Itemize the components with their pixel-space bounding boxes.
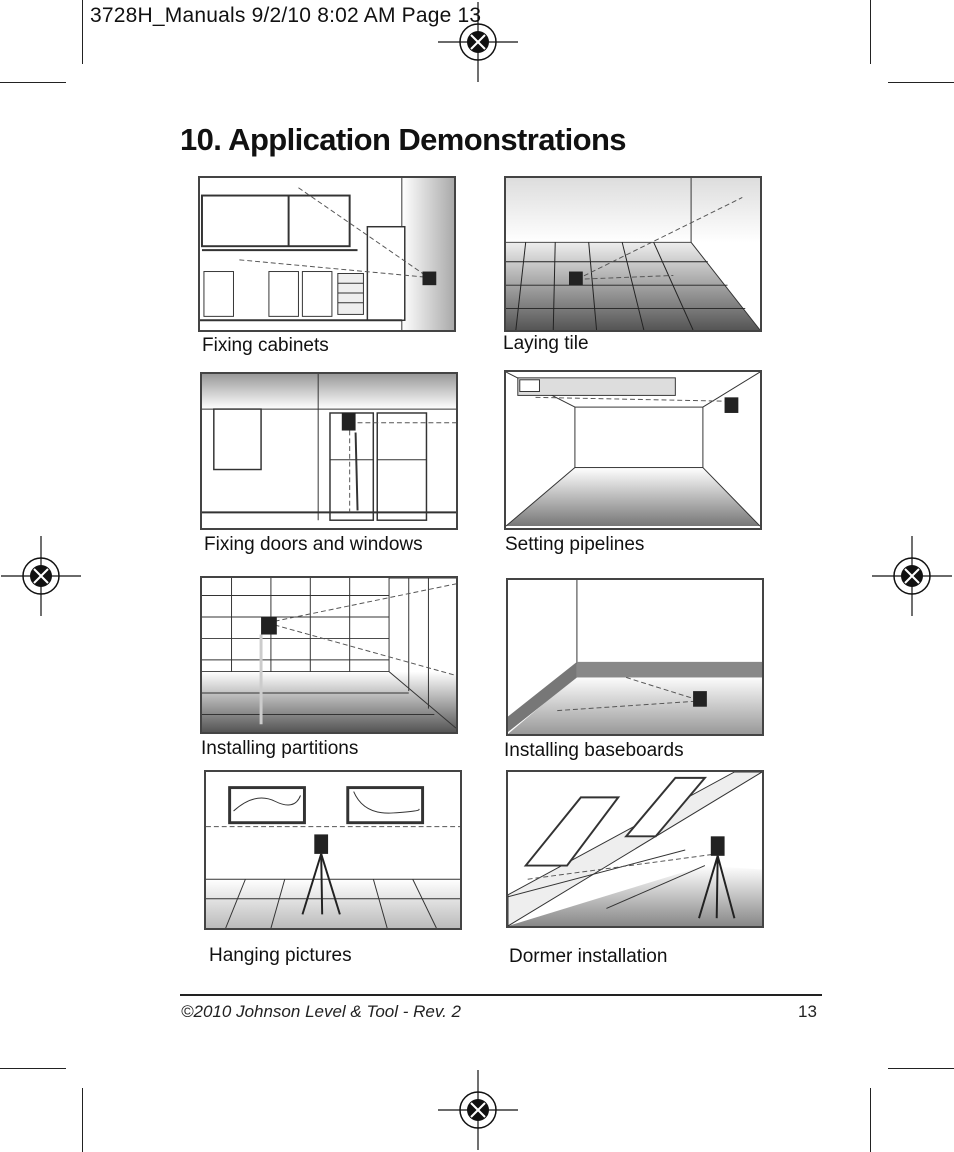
illustration-setting-pipelines [504, 370, 762, 530]
caption-installing-baseboards: Installing baseboards [504, 740, 684, 761]
page-title: 10. Application Demonstrations [180, 122, 626, 157]
caption-setting-pipelines: Setting pipelines [505, 534, 645, 555]
crop-mark-bottom-left-vertical [82, 1088, 83, 1152]
footer-copyright: ©2010 Johnson Level & Tool - Rev. 2 [181, 1002, 461, 1021]
registration-mark-icon [438, 1070, 518, 1150]
registration-mark-icon [438, 2, 518, 82]
caption-dormer-installation: Dormer installation [509, 946, 668, 967]
crop-mark-top-left-vertical [82, 0, 83, 64]
crop-mark-top-left-horizontal [0, 82, 66, 83]
caption-installing-partitions: Installing partitions [201, 738, 359, 759]
registration-mark-icon [1, 536, 81, 616]
caption-hanging-pictures: Hanging pictures [209, 945, 352, 966]
crop-mark-bottom-right-horizontal [888, 1068, 954, 1069]
illustration-fixing-doors-windows [200, 372, 458, 530]
crop-mark-top-right-vertical [870, 0, 871, 64]
illustration-dormer-installation [506, 770, 764, 928]
caption-fixing-doors-windows: Fixing doors and windows [204, 534, 423, 555]
registration-mark-icon [872, 536, 952, 616]
caption-fixing-cabinets: Fixing cabinets [202, 335, 329, 356]
illustration-hanging-pictures [204, 770, 462, 930]
crop-mark-bottom-left-horizontal [0, 1068, 66, 1069]
illustration-fixing-cabinets [198, 176, 456, 332]
illustration-laying-tile [504, 176, 762, 332]
caption-laying-tile: Laying tile [503, 333, 589, 354]
illustration-installing-partitions [200, 576, 458, 734]
crop-mark-top-right-horizontal [888, 82, 954, 83]
crop-mark-bottom-right-vertical [870, 1088, 871, 1152]
footer-divider [180, 994, 822, 996]
print-slug: 3728H_Manuals 9/2/10 8:02 AM Page 13 [90, 4, 482, 27]
page-number: 13 [798, 1002, 817, 1021]
illustration-installing-baseboards [506, 578, 764, 736]
